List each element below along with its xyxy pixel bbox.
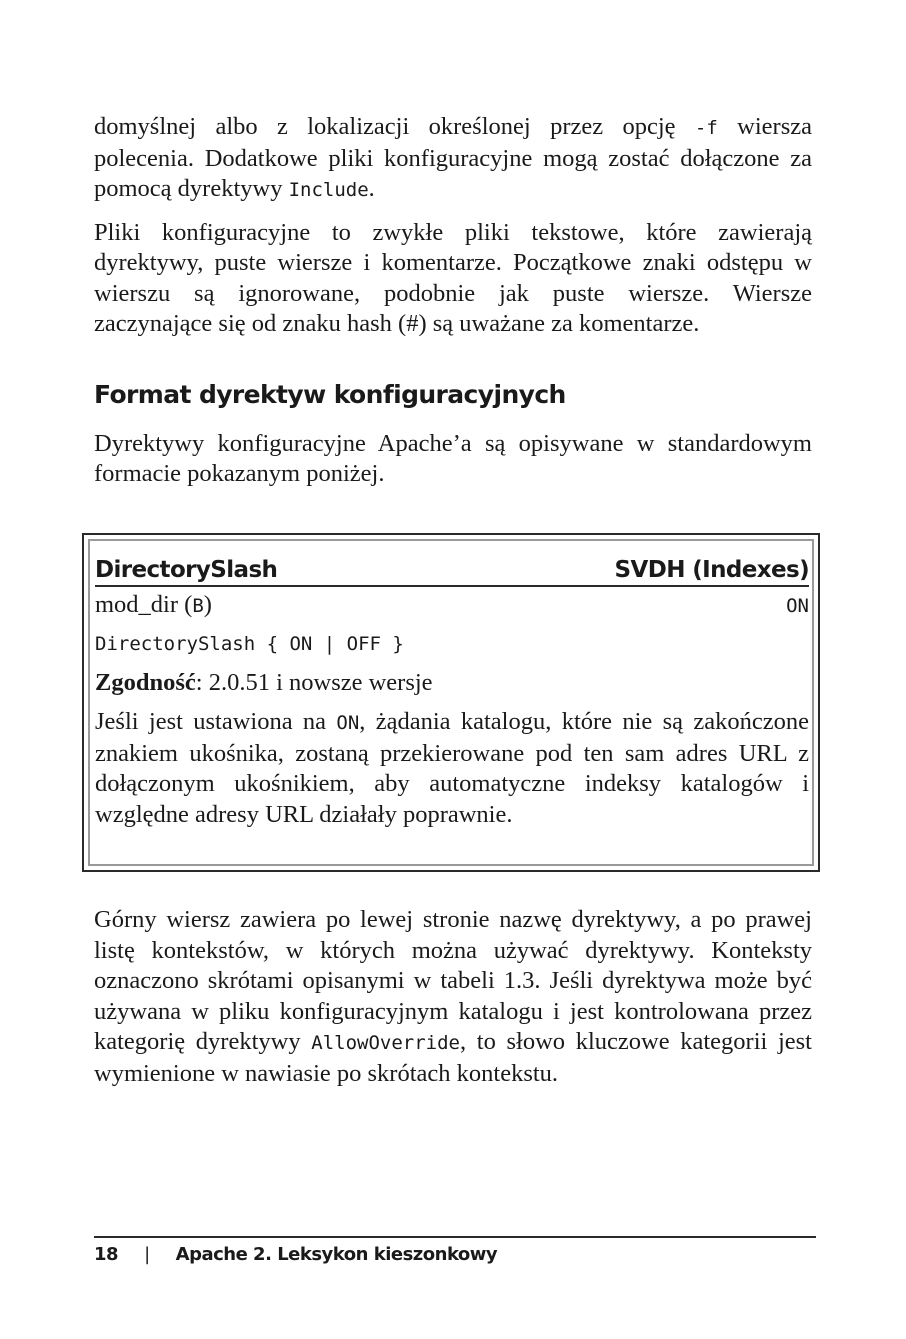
directive-compatibility [95, 669, 809, 697]
page-footer [94, 1236, 816, 1265]
text: Jeśli jest ustawiona na [95, 708, 337, 735]
paragraph-top-row-explanation [94, 905, 812, 1089]
text: domyślnej albo z lokalizacji określonej przez opcję [94, 113, 695, 140]
directive-title-row [95, 557, 809, 587]
directive-box-content [95, 557, 809, 830]
paren-close: ) [203, 591, 212, 618]
directive-description [95, 707, 809, 830]
paragraph-config-location [94, 112, 812, 206]
code-allowoverride: AllowOverride [311, 1032, 460, 1054]
code-include: Include [288, 179, 369, 201]
paragraph-intro: Dyrektywy konfiguracyjne Apache’a są opisywane w standardowym formacie pokazanym poniżej. [94, 429, 812, 487]
code-option: -f [694, 117, 718, 139]
text: . [368, 175, 375, 202]
directive-module-row [95, 591, 809, 619]
directive-syntax: DirectorySlash { ON | OFF } [95, 633, 404, 655]
paragraph-config-files: Pliki konfiguracyjne to zwykłe pliki tekstowe, które zawierają dyrektywy, puste wiersze i komentarze. Początkowe znaki odstępu w wierszu są ignorowane, podobnie jak puste wiersze. Wiersze zaczynające się od znaku hash (#) są uważane za komentarze. [94, 218, 812, 337]
page-number: 18 [94, 1244, 119, 1265]
compat-label: Zgodność [95, 669, 196, 696]
module-status: B [192, 595, 204, 617]
section-heading: Format dyrektyw konfiguracyjnych [94, 379, 566, 409]
directive-name: DirectorySlash [95, 557, 278, 583]
text: , żądania katalogu, które nie są zakończone znakiem ukośnika, zostaną przekierowane pod ten sam adres URL z dołączonym ukośnikiem, aby automatyczne indeksy katalogów i względne adresy URL działały poprawnie. [95, 708, 810, 828]
book-title: Apache 2. Leksykon kieszonkowy [175, 1244, 498, 1265]
directive-contexts: SVDH (Indexes) [614, 557, 809, 583]
page-content-lower [94, 905, 812, 1101]
directive-default: ON [786, 595, 809, 617]
footer-separator: | [144, 1244, 150, 1265]
text: , to słowo kluczowe kategorii jest wymienione w nawiasie po skrótach kontekstu. [94, 1028, 812, 1087]
paren-open: ( [178, 591, 193, 618]
module-name: mod_dir [95, 591, 179, 618]
text: wiersza polecenia. Dodatkowe pliki konfiguracyjne mogą zostać dołączone za pomocą dyrektywy [94, 113, 812, 202]
directive-module [95, 591, 212, 619]
text: Górny wiersz zawiera po lewej stronie nazwę dyrektywy, a po prawej listę kontekstów, w których można używać dyrektywy. Konteksty oznaczono skrótami opisanymi w tabeli 1.3. Jeśli dyrektywa może być używana w pliku konfiguracyjnym katalogu i jest kontrolowana przez kategorię dyrektywy [94, 906, 812, 1055]
compat-value: : 2.0.51 i nowsze wersje [195, 669, 433, 696]
code-on: ON [336, 712, 360, 734]
page-content [94, 112, 812, 502]
directive-box [82, 533, 820, 872]
